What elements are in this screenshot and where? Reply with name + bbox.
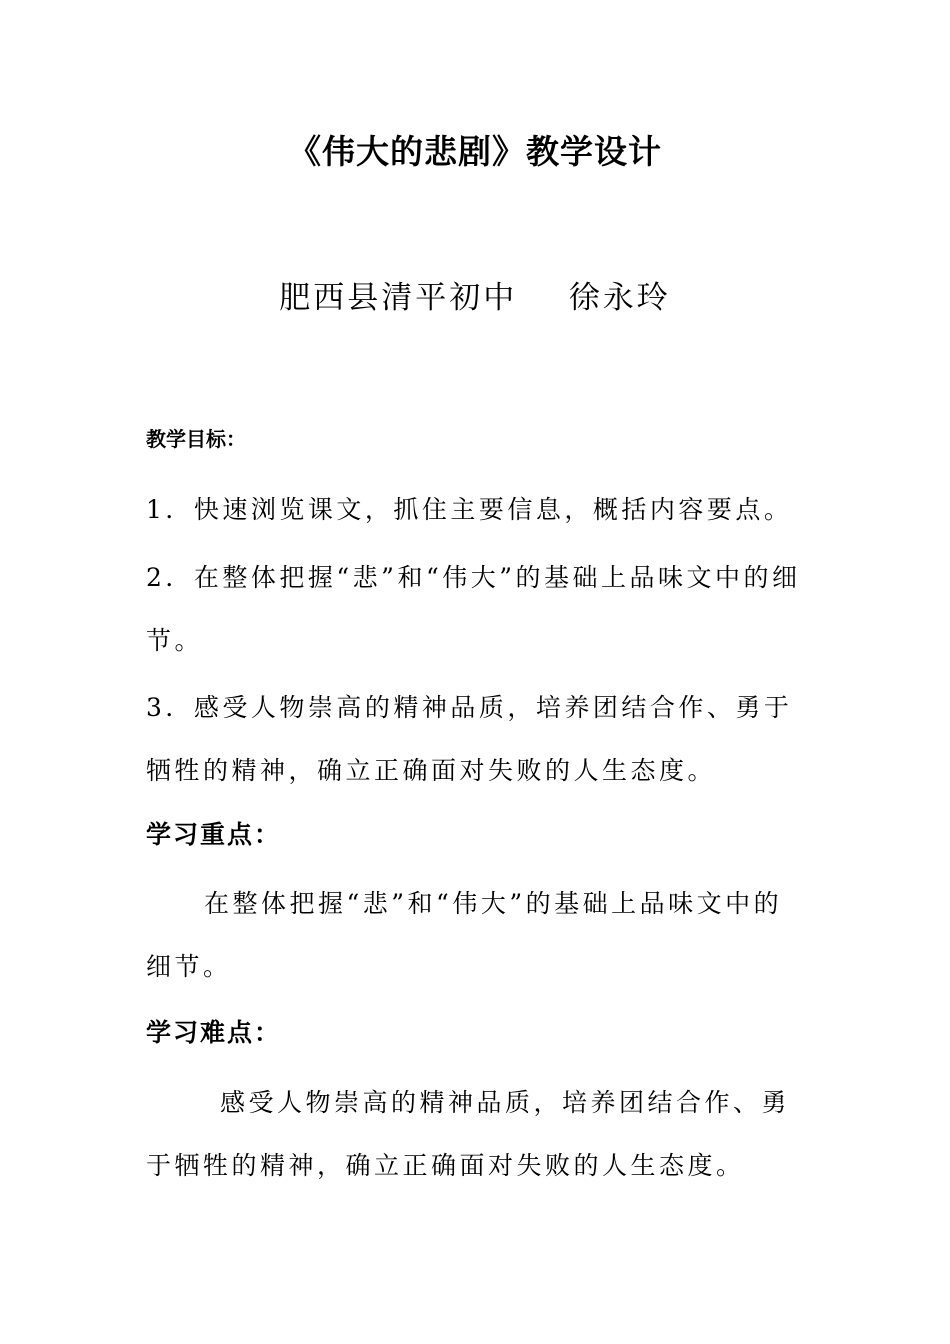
document-title: 《伟大的悲剧》教学设计 [288,132,662,171]
difficult-points-text: 感受人物崇高的精神品质，培养团结合作、勇于牺牲的精神，确立正确面对失败的人生态度。 [146,1088,791,1180]
objective-item-3: 3．感受人物崇高的精神品质，培养团结合作、勇于牺牲的精神，确立正确面对失败的人生态度。 [146,693,793,785]
key-points-text: 在整体把握“悲”和“伟大”的基础上品味文中的细节。 [146,889,783,981]
objective-item-2: 2．在整体把握“悲”和“伟大”的基础上品味文中的细节。 [146,563,801,655]
objective-item-1: 1．快速浏览课文，抓住主要信息，概括内容要点。 [146,495,793,524]
author-line: 肥西县清平初中 徐永玲 [279,280,671,316]
difficult-points-heading: 学习难点： [146,1018,282,1047]
objectives-heading: 教学目标： [146,427,246,451]
key-points-heading: 学习重点： [146,820,282,849]
